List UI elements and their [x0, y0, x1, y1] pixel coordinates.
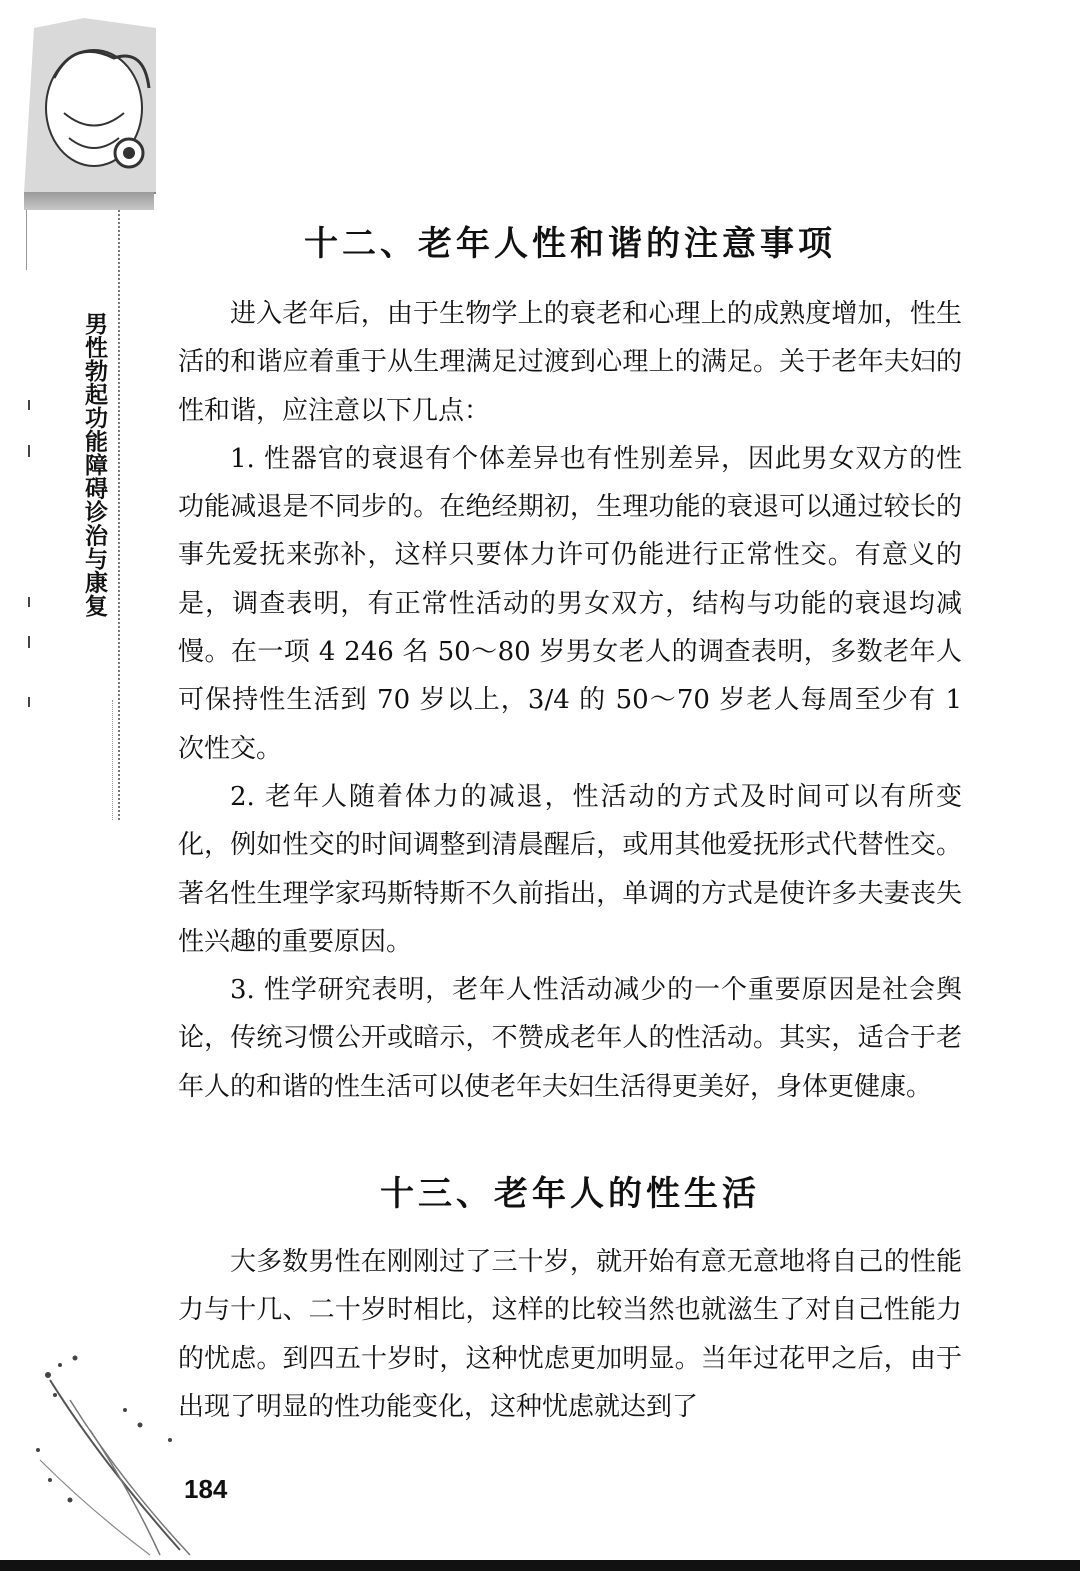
page-bottom-edge [0, 1560, 1080, 1571]
paragraph: 大多数男性在刚刚过了三十岁，就开始有意无意地将自己的性能力与十几、二十岁时相比，这样的比较当然也就滋生了对自己性能力的忧虑。到四五十岁时，这种忧虑更加明显。当年过花甲之后，由于出现了明显的性功能变化，这种忧虑就达到了 [178, 1247, 962, 1422]
paragraph: 3. 性学研究表明，老年人性活动减少的一个重要原因是社会舆论，传统习惯公开或暗示，不赞成老年人的性活动。其实，适合于老年人的和谐的性生活可以使老年夫妇生活得更美好，身体更健康。 [178, 975, 962, 1102]
section-12-heading: 十二、老年人性和谐的注意事项 [304, 224, 836, 264]
book-title-vertical: 男性勃起功能障碍诊治与康复 [81, 312, 107, 618]
margin-tick [28, 597, 30, 607]
header-band [24, 192, 154, 210]
margin-tick [28, 697, 30, 707]
margin-tick [28, 636, 30, 648]
paragraph: 2. 老年人随着体力的减退，性活动的方式及时间可以有所变化，例如性交的时间调整到清晨醒后，或用其他爱抚形式代替性交。著名性生理学家玛斯特斯不久前指出，单调的方式是使许多夫妻丧失性兴趣的重要原因。 [178, 781, 962, 957]
section-13-heading: 十三、老年人的性生活 [380, 1174, 760, 1214]
section-12-body [178, 290, 962, 1111]
margin-dotted-rule-2 [112, 700, 113, 820]
margin-tick [28, 400, 30, 410]
page-number: 184 [184, 1474, 228, 1504]
bodybuilder-illustration-icon [24, 18, 156, 213]
paragraph: 1. 性器官的衰退有个体差异也有性别差异，因此男女双方的性功能减退是不同步的。在绝经期初，生理功能的衰退可以通过较长的事先爱抚来弥补，这样只要体力许可仍能进行正常性交。有意义的是，调查表明，有正常性活动的男女双方，结构与功能的衰退均减慢。在一项 4 246 名 50～80 岁男女老人的调查表明，多数老年人可保持性生活到 70 岁以上，3/4 的 50～70 岁老人每周至少有 1 次性交。 [178, 443, 962, 764]
floral-decoration-icon [30, 1340, 210, 1560]
margin-rule [26, 210, 27, 270]
section-13-body [178, 1238, 962, 1431]
margin-tick [28, 445, 30, 457]
margin-dotted-rule [118, 210, 120, 820]
paragraph: 进入老年后，由于生物学上的衰老和心理上的成熟度增加，性生活的和谐应着重于从生理满足过渡到心理上的满足。关于老年夫妇的性和谐，应注意以下几点： [178, 299, 962, 426]
